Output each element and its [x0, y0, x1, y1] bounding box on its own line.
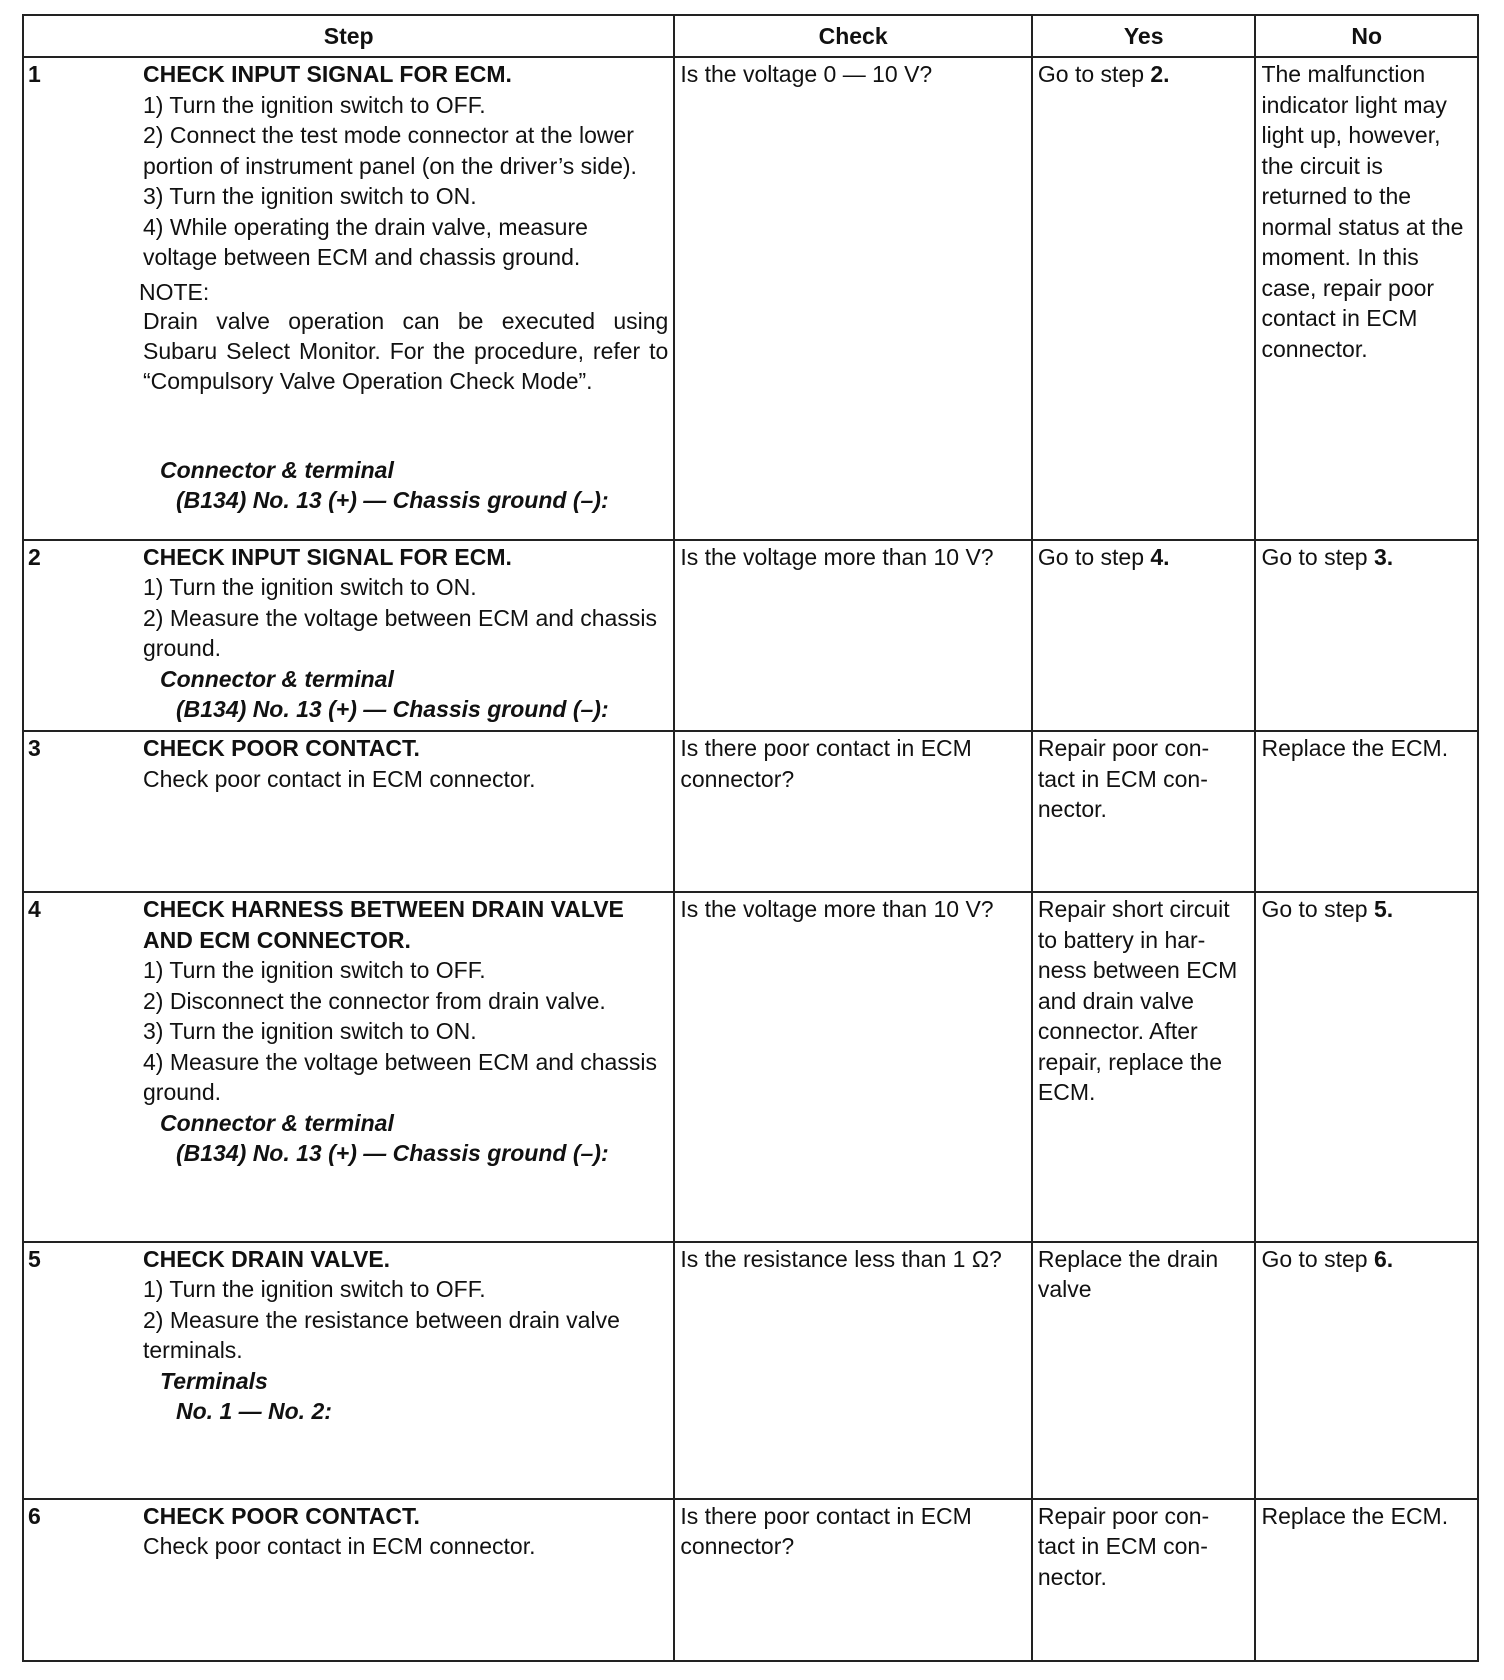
no-cell: [1255, 540, 1478, 731]
step-instruction: 2) Connect the test mode connector at the lower portion of instrument panel (on the driver’s side).: [143, 122, 637, 179]
yes-cell: Repair poor con- tact in ECM con- nector.: [1032, 1499, 1256, 1661]
no-cell: The malfunction indicator light may light up, however, the circuit is returned to the normal status at the moment. In this case, repair poor contact in ECM connector.: [1255, 57, 1478, 540]
yes-step-ref: 4.: [1150, 543, 1170, 570]
check-cell: Is the resistance less than 1 Ω?: [674, 1242, 1032, 1499]
no-step-ref: 6.: [1373, 1245, 1394, 1272]
no-text: Go to step: [1261, 543, 1374, 570]
step-number: 1: [28, 61, 41, 87]
table-row-step-1: [23, 57, 1478, 540]
step-instruction: Check poor contact in ECM connector.: [143, 765, 536, 792]
no-step-ref: 3.: [1373, 543, 1394, 570]
diagnostic-procedure-table: [22, 14, 1479, 1662]
note-text: Drain valve operation can be executed using Subaru Select Monitor. For the procedure, refer to “Compulsory Valve Operation Check Mode”.: [143, 307, 669, 394]
step-number: 4: [28, 896, 41, 923]
table-row-step-4: [23, 892, 1478, 1241]
table-row-step-2: [23, 540, 1478, 731]
yes-step-ref: 2.: [1150, 61, 1170, 87]
header-check: Check: [674, 15, 1032, 57]
step-title: CHECK HARNESS BETWEEN DRAIN VALVE AND ECM CONNECTOR.: [143, 896, 624, 953]
step-number: 6: [28, 1502, 41, 1529]
no-cell: [1255, 892, 1478, 1241]
step-cell: [23, 57, 674, 540]
check-cell: Is there poor contact in ECM connector?: [674, 731, 1032, 892]
yes-text: Go to step: [1037, 61, 1151, 87]
step-instruction: 1) Turn the ignition switch to ON.: [143, 574, 477, 601]
check-cell: Is there poor contact in ECM connector?: [674, 1499, 1032, 1661]
no-cell: [1255, 1242, 1478, 1499]
no-cell: Replace the ECM.: [1255, 1499, 1478, 1661]
step-title: CHECK INPUT SIGNAL FOR ECM.: [143, 61, 512, 87]
yes-cell: [1032, 57, 1256, 540]
table-row-step-3: [23, 731, 1478, 892]
yes-cell: Replace the drain valve: [1032, 1242, 1256, 1499]
yes-cell: Repair short circuit to battery in har- ness between ECM and drain valve connector. After repair, replace the ECM.: [1032, 892, 1256, 1241]
step-instruction: 3) Turn the ignition switch to ON.: [143, 183, 477, 209]
table-row-step-5: [23, 1242, 1478, 1499]
check-cell: Is the voltage more than 10 V?: [674, 540, 1032, 731]
step-instruction: 2) Measure the resistance between drain valve terminals.: [143, 1306, 620, 1364]
connector-value: (B134) No. 13 (+) — Chassis ground (–):: [176, 1140, 609, 1167]
diagnostic-table-page: [22, 14, 1479, 1662]
step-instruction: 1) Turn the ignition switch to OFF.: [143, 1276, 486, 1303]
step-instruction: 3) Turn the ignition switch to ON.: [143, 1018, 477, 1045]
step-instruction: 1) Turn the ignition switch to OFF.: [143, 957, 486, 984]
header-yes: Yes: [1032, 15, 1256, 57]
step-title: CHECK INPUT SIGNAL FOR ECM.: [143, 543, 512, 570]
connector-value: (B134) No. 13 (+) — Chassis ground (–):: [176, 487, 609, 513]
step-title: CHECK POOR CONTACT.: [143, 1502, 420, 1529]
step-number: 3: [28, 735, 41, 762]
step-instruction: 4) Measure the voltage between ECM and chassis ground.: [143, 1048, 657, 1106]
no-text: Go to step: [1261, 1245, 1374, 1272]
step-title: CHECK POOR CONTACT.: [143, 735, 420, 762]
no-cell: Replace the ECM.: [1255, 731, 1478, 892]
connector-label: Connector & terminal: [160, 1109, 394, 1136]
check-cell: Is the voltage 0 — 10 V?: [674, 57, 1032, 540]
yes-text: Go to step: [1037, 543, 1151, 570]
step-cell: [23, 731, 674, 892]
yes-cell: Repair poor con- tact in ECM con- nector.: [1032, 731, 1256, 892]
table-header-row: [23, 15, 1478, 57]
terminals-value: No. 1 — No. 2:: [176, 1398, 332, 1425]
connector-value: (B134) No. 13 (+) — Chassis ground (–):: [176, 696, 609, 723]
step-number: 5: [28, 1245, 41, 1272]
check-cell: Is the voltage more than 10 V?: [674, 892, 1032, 1241]
note-label: NOTE:: [139, 278, 210, 305]
step-instruction: Check poor contact in ECM connector.: [143, 1533, 536, 1560]
step-title: CHECK DRAIN VALVE.: [143, 1245, 391, 1272]
connector-label: Connector & terminal: [160, 665, 394, 692]
yes-cell: [1032, 540, 1256, 731]
table-row-step-6: [23, 1499, 1478, 1661]
step-number: 2: [28, 543, 41, 570]
header-step: Step: [23, 15, 674, 57]
step-cell: [23, 540, 674, 731]
terminals-label: Terminals: [160, 1367, 268, 1394]
step-instruction: 1) Turn the ignition switch to OFF.: [143, 91, 486, 118]
no-step-ref: 5.: [1373, 896, 1394, 923]
step-cell: [23, 1242, 674, 1499]
step-instruction: 2) Disconnect the connector from drain valve.: [143, 987, 606, 1014]
step-cell: [23, 1499, 674, 1661]
step-cell: [23, 892, 674, 1241]
connector-label: Connector & terminal: [160, 456, 394, 483]
step-instruction: 2) Measure the voltage between ECM and chassis ground.: [143, 604, 657, 662]
header-no: No: [1255, 15, 1478, 57]
step-instruction: 4) While operating the drain valve, measure voltage between ECM and chassis ground.: [143, 213, 588, 270]
no-text: Go to step: [1261, 896, 1374, 923]
